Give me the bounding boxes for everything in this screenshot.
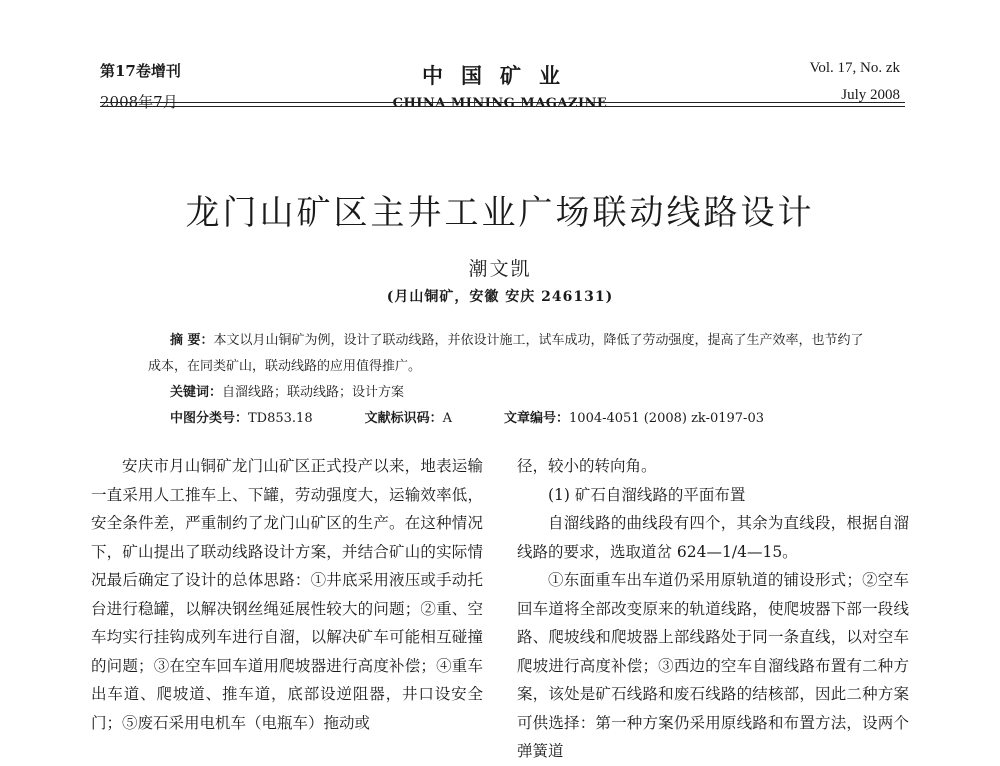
keywords-text: 自溜线路；联动线路；设计方案 (222, 385, 405, 400)
body-paragraph: 安庆市月山铜矿龙门山矿区正式投产以来，地表运输一直采用人工推车上、下罐，劳动强度大，运输效率低，安全条件差，严重制约了龙门山矿区的生产。在这种情况下，矿山提出了联动线路设计方案，并结合矿山的实际情况最后确定了设计的总体思路：①井底采用液压或手动托台进行稳罐，以解决钢丝绳延展性较大的问题；②重、空车均实行挂钩成列车进行自溜，以解决矿车可能相互碰撞的问题；③在空车回车道用爬坡器进行高度补偿；④重车出车道、爬坡道、推车道，底部设逆阻器，井口设安全门；⑤废石采用电机车（电瓶车）拖动或 (91, 457, 483, 732)
abstract (148, 328, 868, 380)
volume-number: Vol. 17, No. zk (809, 60, 900, 76)
issue-date-en: July 2008 (841, 87, 900, 103)
body-column-left (91, 452, 483, 737)
body-paragraph: 自溜线路的曲线段有四个，其余为直线段，根据自溜线路的要求，选取道岔 624—1/4—15。 (517, 514, 909, 561)
clc-number: 中图分类号：TD853.18 (170, 411, 313, 426)
body-column-right (517, 452, 909, 766)
author-affiliation: (月山铜矿，安徽 安庆 246131) (386, 289, 614, 305)
document-code: 文献标识码：A (364, 411, 453, 426)
issue-date-cn: 2008年7月 (100, 93, 178, 111)
classification-row (148, 406, 868, 432)
body-paragraph-continued: 径，较小的转向角。 (517, 457, 657, 475)
keywords-label: 关键词： (170, 385, 223, 400)
article-number: 文章编号：1004-4051 (2008) zk-0197-03 (504, 411, 764, 426)
article-author: 潮文凯 (468, 258, 532, 280)
header-rule-top (100, 102, 905, 103)
abstract-text: 本文以月山铜矿为例，设计了联动线路，并依设计施工，试车成功，降低了劳动强度，提高了生产效率，也节约了成本，在同类矿山，联动线路的应用值得推广。 (148, 333, 864, 374)
section-heading: (1) 矿石自溜线路的平面布置 (548, 485, 746, 504)
keywords (170, 380, 890, 406)
journal-name-cn: 中国矿业 (422, 64, 578, 88)
issue-number: 第17卷增刊 (100, 62, 181, 80)
header-rule-bottom (100, 106, 905, 107)
abstract-label: 摘 要： (170, 333, 214, 348)
volume-info (809, 60, 900, 104)
body-paragraph: ①东面重车出车道仍采用原轨道的铺设形式；②空车回车道将全部改变原来的轨道线路，使爬坡器下部一段线路、爬坡线和爬坡器上部线路处于同一条直线，以对空车爬坡进行高度补偿；③西边的空车自溜线路布置有二种方案，该处是矿石线路和废石线路的结核部，因此二种方案可供选择：第一种方案仍采用原线路和布置方法，设两个弹簧道 (517, 571, 909, 760)
article-title: 龙门山矿区主井工业广场联动线路设计 (185, 193, 815, 233)
journal-name-en: CHINA MINING MAGAZINE (392, 96, 608, 111)
